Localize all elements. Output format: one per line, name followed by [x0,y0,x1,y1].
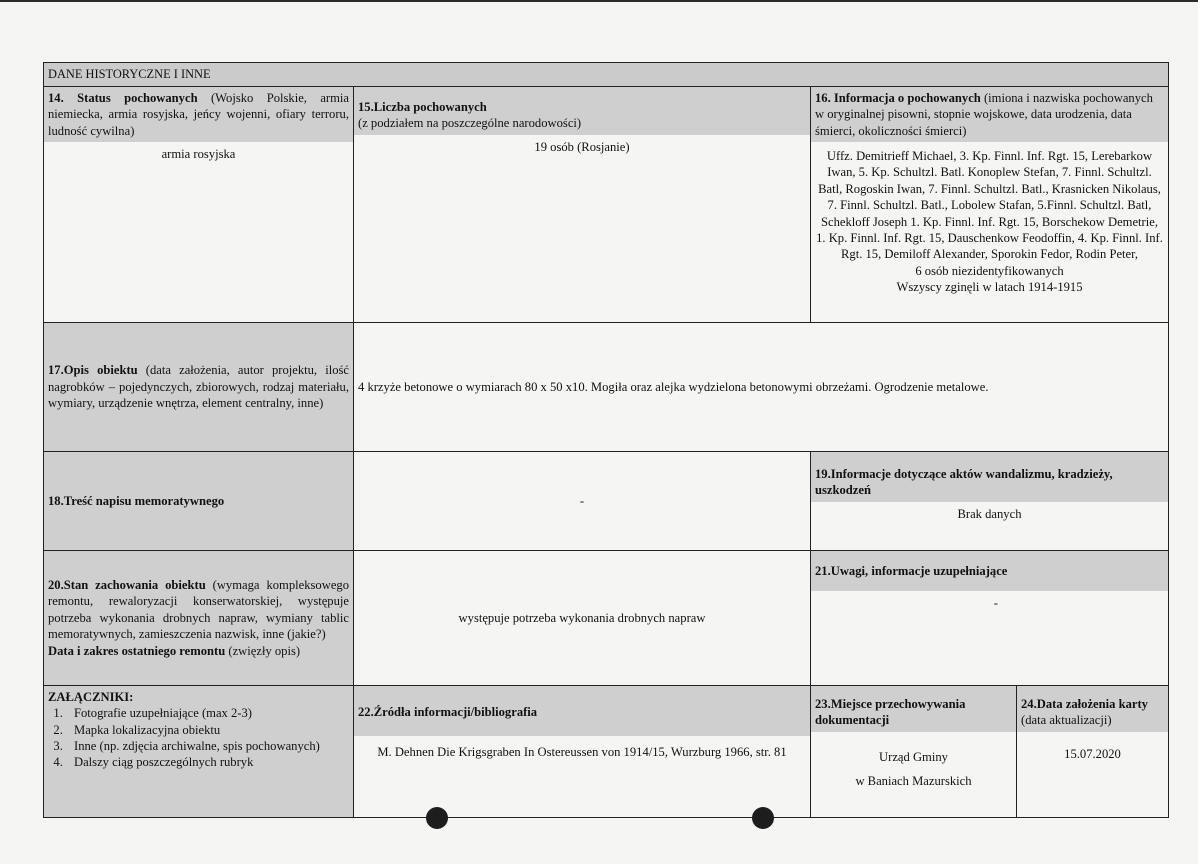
field-16-cell [811,87,1169,323]
field-19-cell [811,452,1169,551]
section-header: DANE HISTORYCZNE I INNE [44,63,1169,87]
field-20-label-cell [44,551,354,686]
field-17-value: 4 krzyże betonowe o wymiarach 80 x 50 x10. Mogiła oraz alejka wydzielona betonowymi obrzeżami. Ogrodzenie metalowe. [354,323,1169,452]
attachment-item: 2. Mapka lokalizacyjna obiektu [66,722,349,738]
field-23-label: 23.Miejsce przechowywania dokumentacji [811,686,1016,732]
field-22-cell [354,686,811,818]
binder-hole [426,807,448,829]
field-14-label: 14. Status pochowanych (Wojsko Polskie, armia niemiecka, armia rosyjska, jeńcy wojenni, ofiary terroru, ludność cywilna) [44,87,353,142]
attachments-list [48,705,349,770]
field-24-cell [1017,686,1169,818]
field-14-value: armia rosyjska [161,147,236,162]
field-23-cell [811,686,1017,818]
field-18-value: - [354,452,811,551]
field-19-value: Brak danych [957,506,1022,521]
field-24-value: 15.07.2020 [1064,746,1121,761]
field-16-value: Uffz. Demitrieff Michael, 3. Kp. Finnl. Inf. Rgt. 15, Lerebarkow Iwan, 5. Kp. Schultzl. Batl. Konoplew Stefan, 7. Finnl. Schultzl. Batl, Rogoskin Iwan, 7. Finnl. Schultzl. Batl., Krasnicken Nikolaus, 7. Finnl. Schultzl. Batl., Lobolew Stafan, 5.Finnl. Schultzl. Batl, Schekloff Joseph 1. Kp. Finnl. Inf. Rgt. 15, Borschekow Demetrie, 1. Kp. Finnl. Inf. Rgt. 15, Dauschenkow Feodoffin, 4. Kp. Finnl. Inf. Rgt. 15, Demiloff Alexander, Sporokin Fedor, Rodin Peter, 6 osób niezidentyfikowanych Wszyscy zginęli w latach 1914-1915 [816,149,1163,294]
historical-data-form [43,62,1169,818]
field-17-label-cell [44,323,354,452]
field-22-label: 22.Źródła informacji/bibliografia [354,686,810,736]
field-22-value: M. Dehnen Die Krigsgraben In Ostereussen von 1914/15, Wurzburg 1966, str. 81 [377,745,787,760]
attachments [44,686,353,774]
field-14-cell [44,87,354,323]
attachments-title: ZAŁĄCZNIKI: [48,690,134,704]
attachments-cell [44,686,354,818]
field-21-value: - [993,596,998,611]
field-19-label: 19.Informacje dotyczące aktów wandalizmu, kradzieży, uszkodzeń [811,452,1168,502]
attachment-item: 4. Dalszy ciąg poszczególnych rubryk [66,754,349,770]
field-16-label: 16. Informacja o pochowanych (imiona i nazwiska pochowanych w oryginalnej pisowni, stopnie wojskowe, data urodzenia, data śmierci, okoliczności śmierci) [811,87,1168,142]
field-21-label: 21.Uwagi, informacje uzupełniające [811,551,1168,591]
field-17-label: 17.Opis obiektu (data założenia, autor projektu, ilość nagrobków – pojedynczych, zbiorowych, rodzaj materiału, wymiary, urządzenie wnętrza, element centralny, inne) [48,363,349,411]
binder-hole [752,807,774,829]
field-20-label: 20.Stan zachowania obiektu (wymaga kompleksowego remontu, rewaloryzacji konserwatorskiej, występuje potrzeba wykonania drobnych napraw, wymiany tablic memoratywnych, zamieszczenia nazwisk, inne (jakie?) Data i zakres ostatniego remontu (zwięzły opis) [48,578,349,658]
field-15-value: 19 osób (Rosjanie) [534,139,630,154]
field-24-label: 24.Data założenia karty (data aktualizacji) [1017,686,1168,732]
field-20-value: występuje potrzeba wykonania drobnych napraw [354,551,811,686]
attachment-item: 1. Fotografie uzupełniające (max 2-3) [66,705,349,721]
attachment-item: 3. Inne (np. zdjęcia archiwalne, spis pochowanych) [66,738,349,754]
field-18-label-cell [44,452,354,551]
field-15-label: 15.Liczba pochowanych (z podziałem na poszczególne narodowości) [354,87,810,135]
field-21-cell [811,551,1169,686]
field-18-label: 18.Treść napisu memoratywnego [48,493,225,508]
top-border-line [0,0,1198,2]
field-15-cell [354,87,811,323]
field-23-value: Urząd Gminy w Baniach Mazurskich [855,749,972,788]
